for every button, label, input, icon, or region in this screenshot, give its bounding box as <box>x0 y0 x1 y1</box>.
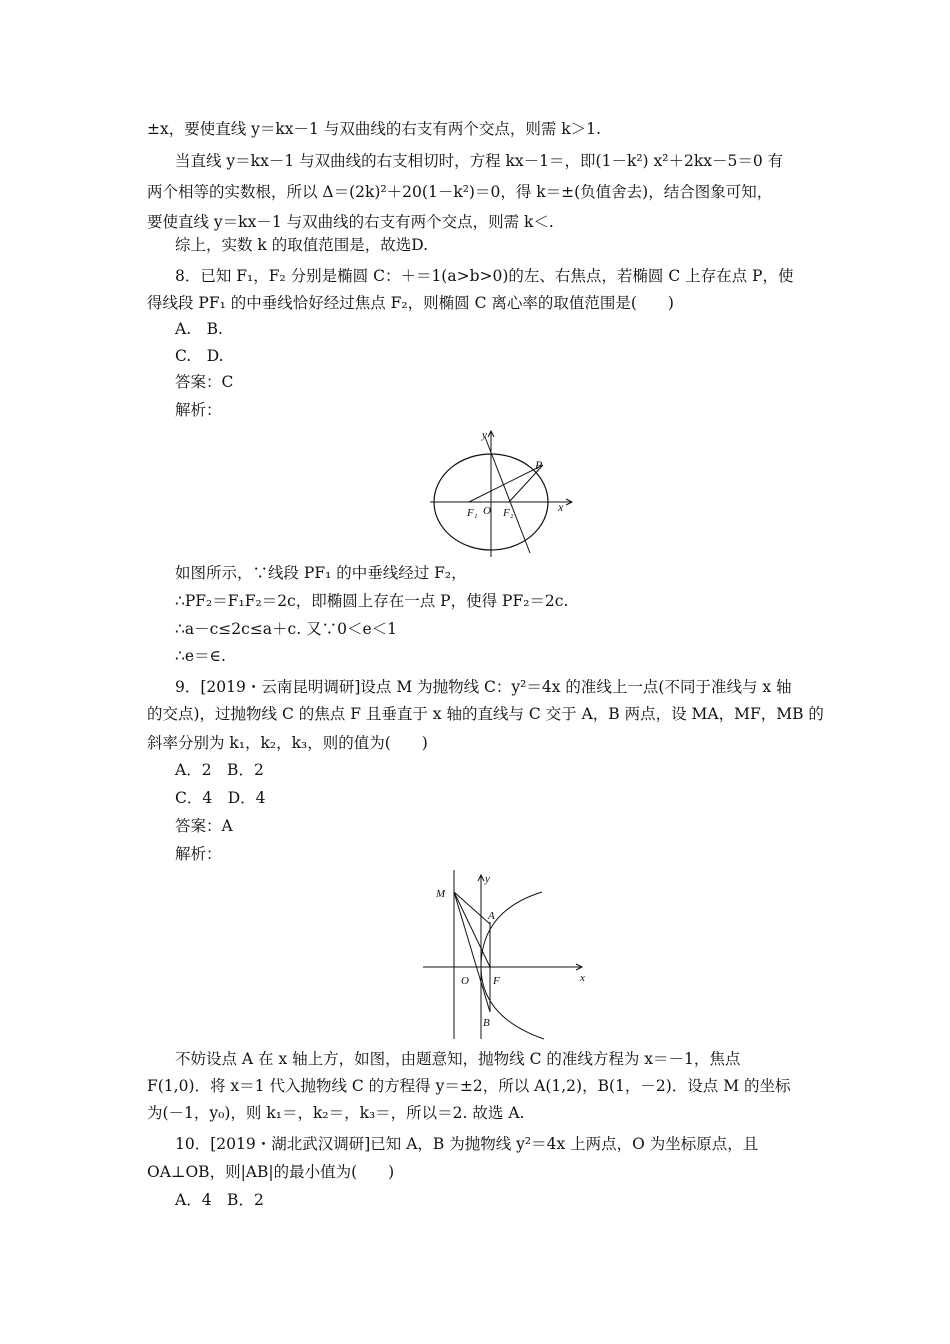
text-line: 要使直线 y＝kx－1 与双曲线的右支有两个交点，则需 k＜. <box>147 213 554 231</box>
text-line: ∴e＝∈. <box>175 647 226 665</box>
text-line: 综上，实数 k 的取值范围是，故选D. <box>175 236 429 254</box>
x-axis-label: x <box>580 972 585 984</box>
question-9: 9．[2019・云南昆明调研]设点 M 为抛物线 C：y²＝4x 的准线上一点(不同于准线与 x 轴 <box>175 678 792 696</box>
y-axis-label: y <box>485 873 490 885</box>
point-f-label: F <box>493 975 500 987</box>
point-a-label: A <box>488 910 495 922</box>
text-line: OA⊥OB，则|AB|的最小值为( ) <box>147 1163 395 1181</box>
question-8: 8．已知 F₁，F₂ 分别是椭圆 C：＋＝1(a>b>0)的左、右焦点，若椭圆 C 上存在点 P，使 <box>175 267 794 285</box>
f2-label: F₂ <box>503 507 514 519</box>
answer: 答案：A <box>175 817 233 835</box>
text-line: 如图所示，∵线段 PF₁ 的中垂线经过 F₂， <box>175 564 467 582</box>
question-10: 10．[2019・湖北武汉调研]已知 A，B 为抛物线 y²＝4x 上两点，O 为坐标原点，且 <box>175 1135 759 1153</box>
choices-ab: A. B. <box>175 320 223 338</box>
choices-cd: C. D. <box>175 347 224 365</box>
x-axis-label: x <box>558 500 564 514</box>
text-line: 当直线 y＝kx－1 与双曲线的右支相切时，方程 kx－1＝，即(1－k²) x²＋2kx－5＝0 有 <box>175 152 784 170</box>
text-line: 斜率分别为 k₁，k₂，k₃，则的值为( ) <box>147 734 428 752</box>
choices-ab: A．2 B．2 <box>175 761 264 779</box>
choices-ab: A．4 B．2 <box>175 1191 264 1209</box>
text-line: ±x，要使直线 y＝kx－1 与双曲线的右支有两个交点，则需 k＞1. <box>147 120 601 138</box>
text-line: 不妨设点 A 在 x 轴上方，如图，由题意知，抛物线 C 的准线方程为 x＝－1，焦点 <box>175 1050 741 1068</box>
origin-label: O <box>461 975 469 987</box>
f1-label: F₁ <box>467 507 478 519</box>
point-p-label: P <box>535 458 543 472</box>
text-line: 的交点)，过抛物线 C 的焦点 F 且垂直于 x 轴的直线与 C 交于 A，B 两点，设 MA，MF，MB 的 <box>147 705 824 723</box>
text-line: 为(－1，y₀)，则 k₁＝，k₂＝，k₃＝，所以＝2. 故选 A. <box>147 1104 525 1122</box>
text-line: 两个相等的实数根，所以 Δ＝(2k)²＋20(1－k²)＝0，得 k＝±(负值舍去)，结合图象可知， <box>147 183 773 201</box>
analysis-label: 解析： <box>175 845 222 863</box>
answer: 答案：C <box>175 373 234 391</box>
origin-label: O <box>483 505 491 517</box>
text-line: ∴PF₂＝F₁F₂＝2c，即椭圆上存在一点 P，使得 PF₂＝2c. <box>175 592 569 610</box>
ellipse-figure <box>425 425 580 560</box>
point-b-label: B <box>483 1017 490 1029</box>
text-line: F(1,0)．将 x＝1 代入抛物线 C 的方程得 y＝±2，所以 A(1,2)，B(1，－2)．设点 M 的坐标 <box>147 1077 791 1095</box>
text-line: ∴a－c≤2c≤a＋c. 又∵0＜e＜1 <box>175 620 397 638</box>
analysis-label: 解析： <box>175 401 222 419</box>
point-m-label: M <box>436 888 446 900</box>
choices-cd: C．4 D．4 <box>175 789 266 807</box>
text-line: 得线段 PF₁ 的中垂线恰好经过焦点 F₂，则椭圆 C 离心率的取值范围是( ) <box>147 294 674 312</box>
y-axis-label: y <box>482 429 487 441</box>
parabola-figure <box>420 867 600 1042</box>
